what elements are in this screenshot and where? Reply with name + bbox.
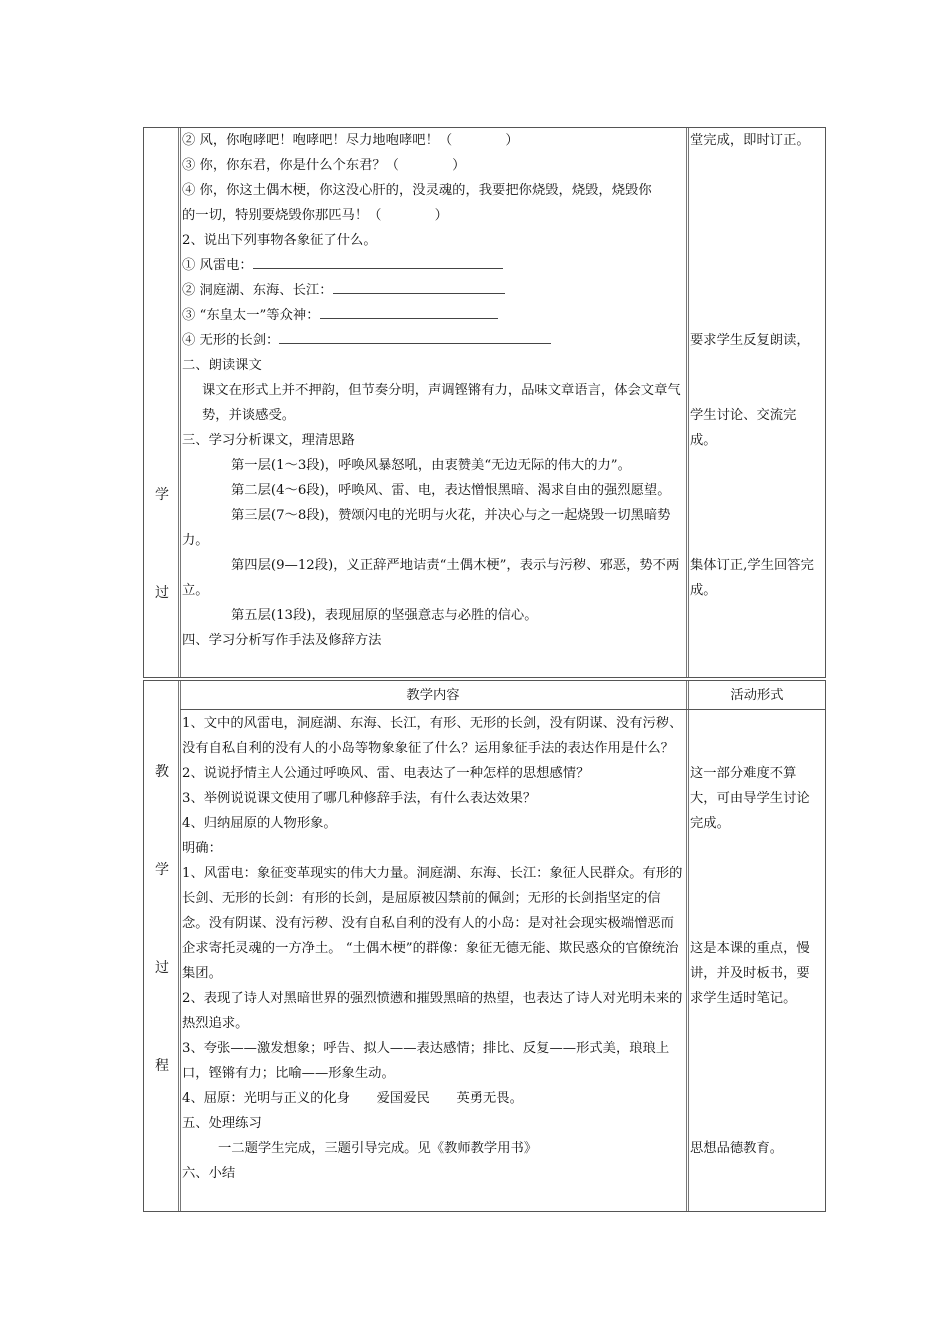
- column-divider: [686, 128, 689, 677]
- lesson-table-part2: [143, 680, 826, 1212]
- section-heading: 五、处理练习: [182, 1116, 262, 1131]
- fill-label: ② 洞庭湖、东海、长江：: [182, 283, 333, 298]
- fill-item: [182, 303, 684, 328]
- activity-note: 这是本课的重点，慢讲，并及时板书，要求学生适时笔记。: [690, 941, 810, 1006]
- side-char: 程: [155, 1058, 169, 1074]
- exercise-line: ② 风，你咆哮吧！咆哮吧！尽力地咆哮吧！（ ）: [182, 133, 519, 148]
- layer-paragraph: 第二层(4～6段)，呼唤风、雷、电，表达憎恨黑暗、渴求自由的强烈愿望。: [231, 483, 671, 498]
- practice-note: 一二题学生完成，三题引导完成。见《教师教学用书》: [218, 1141, 538, 1156]
- answer-blank: [253, 254, 503, 269]
- answer-blank: [320, 304, 498, 319]
- layer-paragraph: 第五层(13段)，表现屈原的坚强意志与必胜的信心。: [231, 608, 538, 623]
- side-label-column: [144, 128, 180, 677]
- answer: 2、表现了诗人对黑暗世界的强烈愤懑和摧毁黑暗的热望，也表达了诗人对光明未来的热烈追求。: [182, 991, 683, 1031]
- activity-note: 要求学生反复朗读，: [690, 333, 810, 348]
- side-char: 学: [155, 862, 169, 878]
- answer: 4、屈原：光明与正义的化身 爱国爱民 英勇无畏。: [182, 1091, 523, 1106]
- activity-note: 这一部分难度不算大，可由导学生讨论完成。: [690, 766, 810, 831]
- exercise-line: 的一切，特别要烧毁你那匹马！（ ）: [182, 208, 448, 223]
- fill-label: ④ 无形的长剑：: [182, 333, 280, 348]
- answer: 3、夸张——激发想象；呼告、拟人——表达感情；排比、反复——形式美，琅琅上口，铿锵有力；比喻——形象生动。: [182, 1041, 670, 1081]
- header-teaching-content: 教学内容: [406, 688, 460, 703]
- side-char: 教: [155, 764, 169, 780]
- exercise-line: ④ 你，你这土偶木梗，你这没心肝的，没灵魂的，我要把你烧毁，烧毁，烧毁你: [182, 183, 652, 198]
- side-label-column: [144, 681, 180, 1211]
- answer: 1、风雷电：象征变革现实的伟大力量。洞庭湖、东海、长江：象征人民群众。有形的长剑、无形的长剑：有形的长剑，是屈原被囚禁前的佩剑；无形的长剑指坚定的信念。没有阴谋、没有污秽、没有自私自利的没有人的小岛：是对社会现实极端憎恶而企求寄托灵魂的一方净土。 “土偶木梗”的群像：象征无德无能、欺民惑众的官僚统治集团。: [182, 866, 683, 981]
- header-divider: [180, 709, 825, 710]
- activity-note: 集体订正,学生回答完成。: [690, 558, 814, 598]
- layer-paragraph: 第三层(7～8段)，赞颂闪电的光明与火花，并决心与之一起烧毁一切黑暗势力。: [182, 508, 671, 548]
- fill-item: [182, 253, 684, 278]
- section-heading: 六、小结: [182, 1166, 236, 1181]
- question: 3、举例说说课文使用了哪几种修辞手法，有什么表达效果？: [182, 791, 537, 806]
- answer-blank: [279, 329, 551, 344]
- question: 2、说说抒情主人公通过呼唤风、雷、电表达了一种怎样的思想感情？: [182, 766, 590, 781]
- section-heading: 四、学习分析写作手法及修辞方法: [182, 633, 382, 648]
- section-heading: 二、朗读课文: [182, 358, 262, 373]
- teaching-content: [182, 128, 684, 653]
- header-activity-form: 活动形式: [730, 688, 784, 703]
- fill-item: [182, 278, 684, 303]
- fill-item: [182, 328, 684, 353]
- side-char: 学: [155, 487, 169, 503]
- exercise-line: ③ 你，你东君，你是什么个东君？（ ）: [182, 158, 466, 173]
- teaching-content: [182, 711, 684, 1186]
- layer-paragraph: 第四层(9—12段)，义正辞严地诘责“土偶木梗”，表示与污秽、邪恶，势不两立。: [182, 558, 680, 598]
- question: 1、文中的风雷电，洞庭湖、东海、长江，有形、无形的长剑，没有阴谋、没有污秽、没有自私自利的没有人的小岛等物象象征了什么？运用象征手法的表达作用是什么？: [182, 716, 683, 756]
- column-divider: [686, 681, 689, 1211]
- activity-note: 学生讨论、交流完成。: [690, 408, 797, 448]
- activity-note: 思想品德教育。: [690, 1141, 784, 1156]
- activity-note: 堂完成，即时订正。: [690, 133, 810, 148]
- question: 4、归纳屈原的人物形象。: [182, 816, 337, 831]
- exercise-line: 2、说出下列事物各象征了什么。: [182, 233, 377, 248]
- section-heading: 三、学习分析课文，理清思路: [182, 433, 355, 448]
- side-char: 过: [155, 960, 169, 976]
- fill-label: ① 风雷电：: [182, 258, 253, 273]
- lesson-table-part1: [143, 127, 826, 678]
- layer-paragraph: 第一层(1～3段)，呼唤风暴怒吼，由衷赞美“无边无际的伟大的力”。: [231, 458, 631, 473]
- fill-label: ③ “东皇太一”等众神：: [182, 308, 320, 323]
- answer-label: 明确：: [182, 841, 222, 856]
- side-char: 过: [155, 585, 169, 601]
- reading-paragraph: 课文在形式上并不押韵，但节奏分明，声调铿锵有力，品味文章语言，体会文章气势，并谈感受。: [202, 383, 681, 423]
- answer-blank: [333, 279, 505, 294]
